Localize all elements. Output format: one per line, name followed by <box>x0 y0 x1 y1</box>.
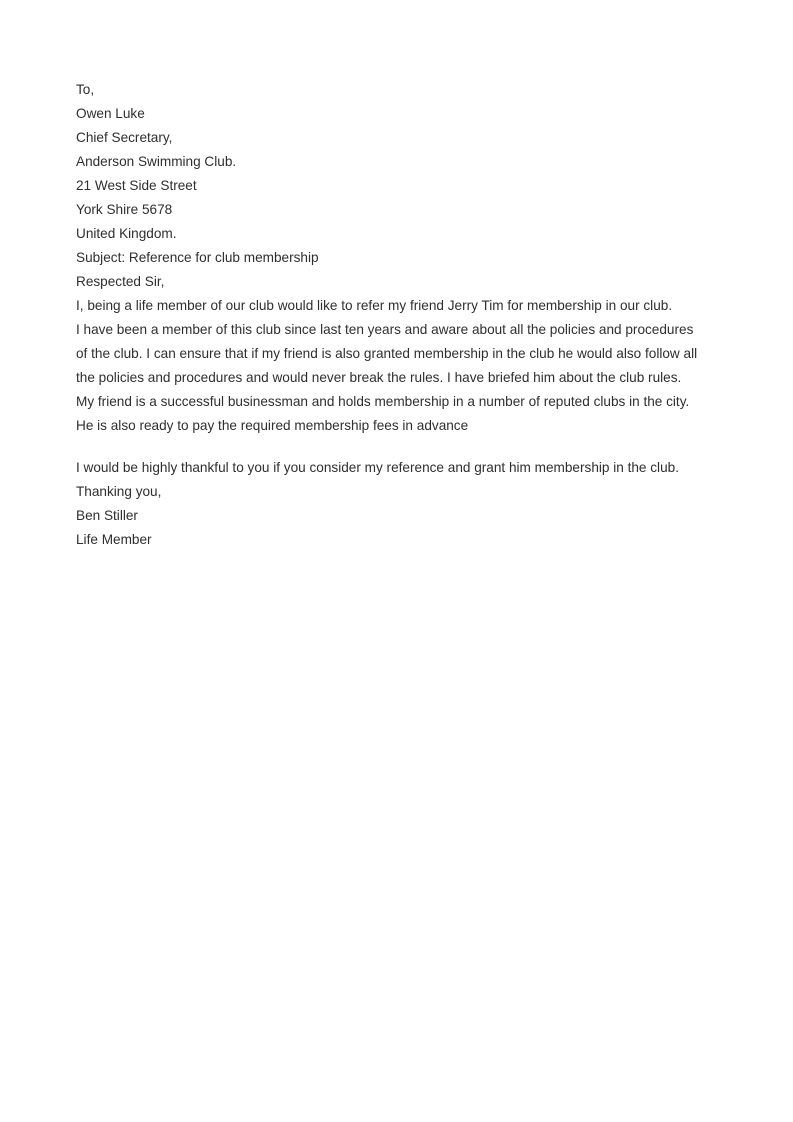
body-line: He is also ready to pay the required membership fees in advance <box>76 418 469 433</box>
body-line: I have been a member of this club since last ten years and aware about all the policies and procedures <box>76 322 694 337</box>
body-line: the policies and procedures and would never break the rules. I have briefed him about the club rules. <box>76 370 682 385</box>
closing-paragraph: I would be highly thankful to you if you consider my reference and grant him membership in the club. <box>76 460 679 475</box>
recipient-organization: Anderson Swimming Club. <box>76 154 237 169</box>
body-line: My friend is a successful businessman and holds membership in a number of reputed clubs in the city. <box>76 394 690 409</box>
recipient-title: Chief Secretary, <box>76 130 173 145</box>
salutation-to: To, <box>76 82 95 97</box>
recipient-street: 21 West Side Street <box>76 178 197 193</box>
sender-name: Ben Stiller <box>76 508 138 523</box>
recipient-country: United Kingdom. <box>76 226 177 241</box>
sender-title: Life Member <box>76 532 152 547</box>
letter-body <box>76 78 736 552</box>
recipient-name: Owen Luke <box>76 106 145 121</box>
body-line: I, being a life member of our club would like to refer my friend Jerry Tim for membership in our club. <box>76 298 673 313</box>
recipient-city: York Shire 5678 <box>76 202 173 217</box>
sign-off: Thanking you, <box>76 484 162 499</box>
body-line: of the club. I can ensure that if my friend is also granted membership in the club he would also follow all <box>76 346 698 361</box>
paragraph-spacer <box>76 438 736 456</box>
subject-line: Subject: Reference for club membership <box>76 250 319 265</box>
greeting: Respected Sir, <box>76 274 165 289</box>
